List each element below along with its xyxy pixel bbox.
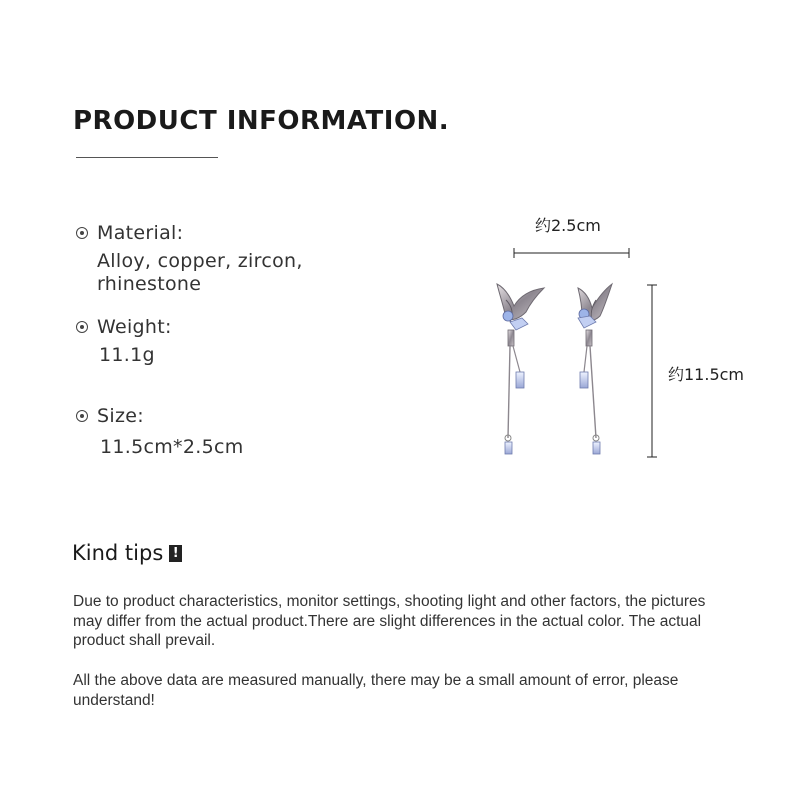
- width-dimension-label: 约2.5cm: [535, 216, 601, 235]
- page-title: PRODUCT INFORMATION.: [73, 106, 450, 136]
- left-earring: [497, 284, 544, 454]
- exclamation-icon: !: [169, 545, 182, 562]
- spec-value: 11.1g: [99, 344, 155, 366]
- earrings-image: [480, 240, 680, 470]
- spec-value: 11.5cm*2.5cm: [100, 436, 244, 458]
- spec-label: Material:: [97, 222, 184, 244]
- kind-tips-title: Kind tips: [72, 541, 164, 565]
- spec-value: Alloy, copper, zircon, rhinestone: [97, 250, 303, 295]
- spec-label: Weight:: [97, 316, 172, 338]
- bullet-icon: [76, 321, 88, 333]
- spec-size: [76, 405, 360, 459]
- bullet-icon: [76, 227, 88, 239]
- spec-weight: [76, 316, 359, 367]
- title-underline: [76, 157, 218, 158]
- kind-tips-paragraph-1: Due to product characteristics, monitor settings, shooting light and other factors, the pictures may differ from the actual product.There are slight differences in the actual color. The actual product shall prevail.: [73, 593, 706, 649]
- spec-material: [76, 222, 357, 296]
- spec-label: Size:: [97, 405, 144, 427]
- right-earring: [578, 284, 612, 454]
- height-dimension-label: 约11.5cm: [668, 365, 745, 384]
- kind-tips-paragraph-2: All the above data are measured manually, there may be a small amount of error, please understand!: [73, 672, 679, 709]
- bullet-icon: [76, 410, 88, 422]
- height-dimension-line: [647, 285, 657, 457]
- width-dimension-line: [514, 248, 629, 258]
- kind-tips-heading: [72, 541, 182, 565]
